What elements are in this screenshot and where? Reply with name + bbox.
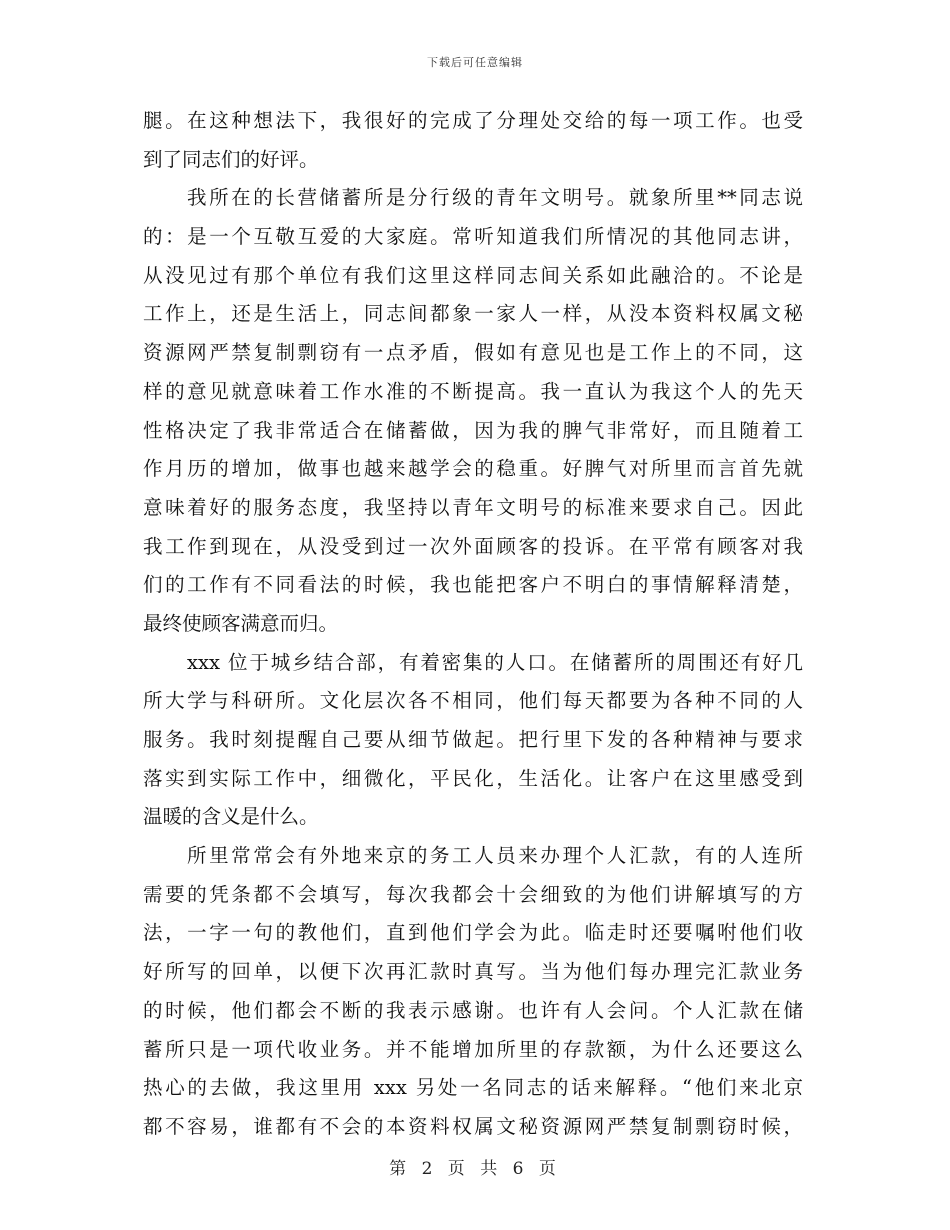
- text-line: 性格决定了我非常适合在储蓄做，因为我的脾气非常好，而且随着工: [143, 418, 803, 442]
- text-line: 服务。我时刻提醒自己要从细节做起。把行里下发的各种精神与要求: [143, 728, 803, 751]
- text-line: 好所写的回单，以便下次再汇款时真写。当为他们每办理完汇款业务: [143, 960, 803, 984]
- text-line: 样的意见就意味着工作水准的不断提高。我一直认为我这个人的先天: [143, 379, 803, 403]
- text-line: xxx 位于城乡结合部，有着密集的人口。在储蓄所的周围还有好几: [187, 650, 803, 674]
- text-line: 的：是一个互敬互爱的大家庭。常听知道我们所情况的其他同志讲，: [143, 225, 803, 249]
- text-line: 工作上，还是生活上，同志间都象一家人一样，从没本资料权属文秘: [143, 302, 803, 326]
- document-body: [143, 102, 803, 1147]
- text-line: 所大学与科研所。文化层次各不相同，他们每天都要为各种不同的人: [143, 689, 803, 713]
- text-line: 温暖的含义是什么。: [143, 805, 319, 829]
- text-line: 法，一字一句的教他们，直到他们学会为此。临走时还要嘱咐他们收: [143, 921, 803, 945]
- text-line: 们的工作有不同看法的时候，我也能把客户不明白的事情解释清楚，: [143, 573, 803, 597]
- text-line: 资源网严禁复制剽窃有一点矛盾，假如有意见也是工作上的不同，这: [143, 341, 803, 365]
- text-line: 落实到实际工作中，细微化，平民化，生活化。让客户在这里感受到: [143, 766, 803, 790]
- text-line: 作月历的增加，做事也越来越学会的稳重。好脾气对所里而言首先就: [143, 457, 803, 481]
- text-line: 腿。在这种想法下，我很好的完成了分理处交给的每一项工作。也受: [143, 109, 803, 132]
- text-line: 需要的凭条都不会填写，每次我都会十会细致的为他们讲解填写的方: [143, 882, 803, 906]
- text-line: 从没见过有那个单位有我们这里这样同志间关系如此融洽的。不论是: [143, 263, 803, 287]
- page-header-note: 下载后可任意编辑: [427, 56, 523, 69]
- text-line: 意味着好的服务态度，我坚持以青年文明号的标准来要求自己。因此: [143, 495, 803, 519]
- text-line: 我所在的长营储蓄所是分行级的青年文明号。就象所里**同志说: [187, 186, 803, 210]
- text-line: 我工作到现在，从没受到过一次外面顾客的投诉。在平常有顾客对我: [143, 534, 803, 558]
- text-line: 最终使顾客满意而归。: [143, 611, 339, 635]
- text-line: 到了同志们的好评。: [143, 147, 319, 171]
- text-line: 蓄所只是一项代收业务。并不能增加所里的存款额，为什么还要这么: [143, 1037, 803, 1061]
- page-number-footer: 第 2 页 共 6 页: [389, 1159, 561, 1179]
- text-line: 热心的去做，我这里用 xxx 另处一名同志的话来解释。“他们来北京: [143, 1076, 803, 1100]
- text-line: 所里常常会有外地来京的务工人员来办理个人汇款，有的人连所: [187, 844, 803, 868]
- text-line: 都不容易，谁都有不会的本资料权属文秘资源网严禁复制剽窃时候，: [143, 1114, 803, 1138]
- text-line: 的时候，他们都会不断的我表示感谢。也许有人会问。个人汇款在储: [143, 998, 803, 1022]
